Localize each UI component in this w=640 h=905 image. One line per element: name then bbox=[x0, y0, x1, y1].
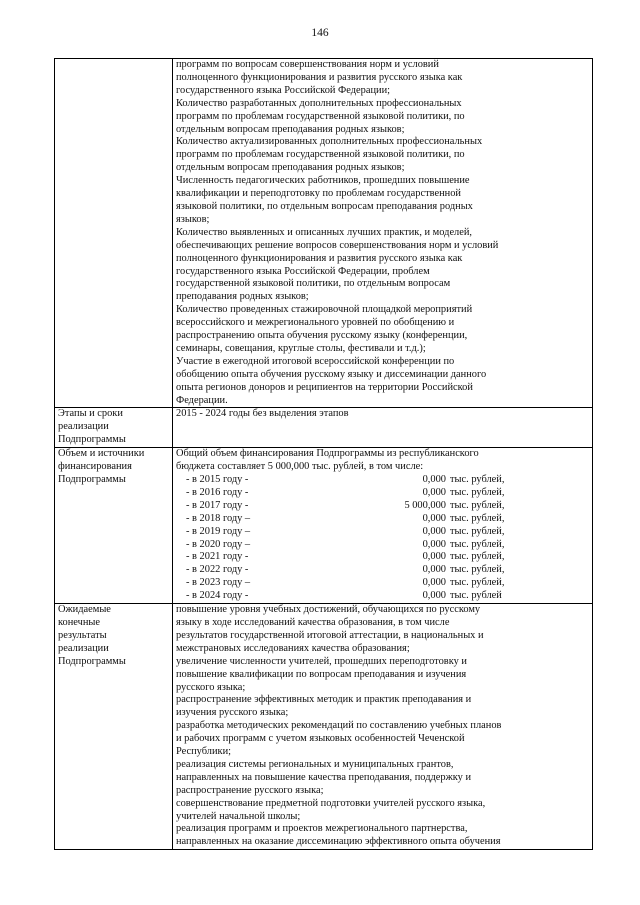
table-row-financing bbox=[55, 448, 593, 604]
row-label-cell bbox=[55, 604, 173, 850]
financing-unit: тыс. рублей, bbox=[450, 538, 505, 550]
financing-year-row bbox=[176, 564, 590, 577]
content-line: Количество разработанных дополнительных профессиональных bbox=[176, 97, 462, 109]
row-content-cell bbox=[173, 448, 593, 604]
financing-amount: 0,000 bbox=[422, 474, 446, 485]
content-line: совершенствование предметной подготовки учителей русского языка, bbox=[176, 797, 486, 809]
financing-year: - в 2016 году - bbox=[186, 486, 249, 498]
row-label-cell bbox=[55, 408, 173, 448]
content-line: направленных на оказание диссеминацию эффективного опыта обучения bbox=[176, 836, 501, 848]
financing-year: - в 2022 году - bbox=[186, 564, 249, 576]
financing-amount: 0,000 bbox=[422, 525, 446, 537]
content-line: реализация программ и проектов межрегионального партнерства, bbox=[176, 823, 468, 835]
financing-unit: тыс. рублей, bbox=[450, 512, 505, 524]
content-line: повышение квалификации по вопросам преподавания и изучения bbox=[176, 668, 467, 680]
content-line: направленных на повышение качества преподавания, поддержку и bbox=[176, 771, 472, 783]
content-line: обеспечивающих решение вопросов совершенствования норм и условий bbox=[176, 239, 499, 251]
content-line: квалификации и переподготовку по проблемам государственной bbox=[176, 188, 461, 200]
financing-year: - в 2023 году – bbox=[186, 577, 251, 589]
content-line: распространению опыта обучения русскому языку (конференции, bbox=[176, 330, 468, 342]
table-row-indicators bbox=[55, 59, 593, 408]
financing-amount: 0,000 bbox=[422, 551, 446, 563]
content-line: Количество выявленных и описанных лучших практик, и моделей, bbox=[176, 226, 473, 238]
content-line: программ по вопросам совершенствования норм и условий bbox=[176, 59, 439, 70]
row-label-cell bbox=[55, 448, 173, 604]
financing-year: - в 2021 году - bbox=[186, 551, 249, 563]
content-line: распространение русского языка; bbox=[176, 784, 324, 796]
content-line: и рабочих программ с учетом языковых особенностей Чеченской bbox=[176, 733, 465, 745]
content-line: полноценного функционирования и развития русского языка как bbox=[176, 252, 463, 264]
row-label-line: реализации bbox=[58, 642, 109, 654]
content-line: Общий объем финансирования Подпрограммы из республиканского bbox=[176, 448, 479, 460]
content-line: Участие в ежегодной итоговой всероссийской конференции по bbox=[176, 355, 455, 367]
content-line: государственного языка Российской Федерации; bbox=[176, 84, 391, 96]
content-line: бюджета составляет 5 000,000 тыс. рублей, в том числе: bbox=[176, 461, 424, 473]
content-line: межстрановых исследованиях качества образования; bbox=[176, 642, 410, 654]
content-line: языков; bbox=[176, 213, 210, 225]
financing-year-row bbox=[176, 526, 590, 539]
content-line: программ по проблемам государственной языковой политики, по bbox=[176, 110, 465, 122]
content-line: обобщению опыта обучения русскому языку и диссеминации данного bbox=[176, 368, 487, 380]
content-line: изучения русского языка; bbox=[176, 707, 289, 719]
table-row-results bbox=[55, 604, 593, 850]
content-line: Республики; bbox=[176, 746, 232, 758]
financing-year: - в 2019 году – bbox=[186, 525, 251, 537]
financing-year-row bbox=[176, 551, 590, 564]
financing-year-row bbox=[176, 487, 590, 500]
row-label-line: Этапы и сроки bbox=[58, 408, 123, 420]
financing-unit: тыс. рублей, bbox=[450, 499, 505, 511]
content-line: семинары, совещания, круглые столы, фестивали и т.д.); bbox=[176, 342, 426, 354]
content-line: отдельным вопросам преподавания родных языков; bbox=[176, 123, 405, 135]
financing-year: - в 2024 году - bbox=[186, 590, 249, 602]
financing-year-row bbox=[176, 577, 590, 590]
row-content-cell bbox=[173, 604, 593, 850]
row-label-line: конечные bbox=[58, 616, 101, 628]
content-line: Численность педагогических работников, прошедших повышение bbox=[176, 175, 470, 187]
financing-amount: 0,000 bbox=[422, 564, 446, 576]
financing-unit: тыс. рублей, bbox=[450, 577, 505, 589]
row-content-cell bbox=[173, 408, 593, 448]
row-label-line: Объем и источники bbox=[58, 448, 145, 460]
content-line: государственной языковой политики, по отдельным вопросам bbox=[176, 278, 451, 290]
content-line: 2015 - 2024 годы без выделения этапов bbox=[176, 408, 349, 420]
financing-year-row bbox=[176, 513, 590, 526]
financing-amount: 0,000 bbox=[422, 538, 446, 550]
financing-amount: 0,000 bbox=[422, 486, 446, 498]
financing-amount: 0,000 bbox=[422, 590, 446, 602]
financing-year-row bbox=[176, 474, 590, 487]
content-line: преподавания родных языков; bbox=[176, 291, 309, 303]
financing-unit: тыс. рублей, bbox=[450, 525, 505, 537]
content-line: Количество проведенных стажировочной площадкой мероприятий bbox=[176, 304, 473, 316]
page-number: 146 bbox=[311, 27, 329, 39]
content-line: результатов государственной итоговой аттестации, в национальных и bbox=[176, 629, 484, 641]
table-row-stages bbox=[55, 408, 593, 448]
financing-amount: 5 000,000 bbox=[404, 499, 446, 511]
content-line: Федерации. bbox=[176, 394, 228, 406]
financing-year-row bbox=[176, 539, 590, 552]
row-label-cell bbox=[55, 59, 173, 408]
content-line: всероссийского и межрегионального уровней по обобщению и bbox=[176, 317, 455, 329]
content-line: увеличение численности учителей, прошедших переподготовку и bbox=[176, 655, 467, 667]
content-line: реализация системы региональных и муниципальных грантов, bbox=[176, 758, 454, 770]
financing-amount: 0,000 bbox=[422, 577, 446, 589]
content-line: Количество актуализированных дополнительных профессиональных bbox=[176, 136, 483, 148]
financing-unit: тыс. рублей bbox=[450, 590, 502, 602]
row-label-line: Подпрограммы bbox=[58, 655, 126, 667]
financing-year: - в 2020 году – bbox=[186, 538, 251, 550]
financing-year: - в 2017 году - bbox=[186, 499, 249, 511]
row-label-line: реализации bbox=[58, 421, 109, 433]
financing-year-row bbox=[176, 590, 590, 603]
row-label-line: Подпрограммы bbox=[58, 474, 126, 485]
financing-unit: тыс. рублей, bbox=[450, 564, 505, 576]
financing-unit: тыс. рублей, bbox=[450, 486, 505, 498]
content-line: полноценного функционирования и развития русского языка как bbox=[176, 71, 463, 83]
content-line: учителей начальной школы; bbox=[176, 810, 301, 822]
content-line: русского языка; bbox=[176, 681, 246, 693]
table-body bbox=[55, 59, 593, 850]
content-line: отдельным вопросам преподавания родных языков; bbox=[176, 162, 405, 174]
row-label-line: Подпрограммы bbox=[58, 434, 126, 446]
row-content-cell bbox=[173, 59, 593, 408]
financing-unit: тыс. рублей, bbox=[450, 551, 505, 563]
content-line: программ по проблемам государственной языковой политики, по bbox=[176, 149, 465, 161]
content-line: повышение уровня учебных достижений, обучающихся по русскому bbox=[176, 604, 481, 616]
content-line: языковой политики, по отдельным вопросам преподавания родных bbox=[176, 200, 473, 212]
financing-year: - в 2018 году – bbox=[186, 512, 251, 524]
financing-year: - в 2015 году - bbox=[186, 474, 249, 485]
content-line: распространение эффективных методик и практик преподавания и bbox=[176, 694, 472, 706]
program-passport-table bbox=[54, 58, 593, 850]
content-line: государственного языка Российской Федерации, проблем bbox=[176, 265, 430, 277]
row-label-line: результаты bbox=[58, 629, 107, 641]
financing-year-row bbox=[176, 500, 590, 513]
financing-amount: 0,000 bbox=[422, 512, 446, 524]
content-line: языку в ходе исследований качества образования, в том числе bbox=[176, 616, 450, 628]
content-line: опыта регионов доноров и реципиентов на территории Российской bbox=[176, 381, 473, 393]
row-label-line: Ожидаемые bbox=[58, 604, 111, 616]
content-line: разработка методических рекомендаций по составлению учебных планов bbox=[176, 720, 502, 732]
financing-unit: тыс. рублей, bbox=[450, 474, 505, 485]
row-label-line: финансирования bbox=[58, 461, 132, 473]
